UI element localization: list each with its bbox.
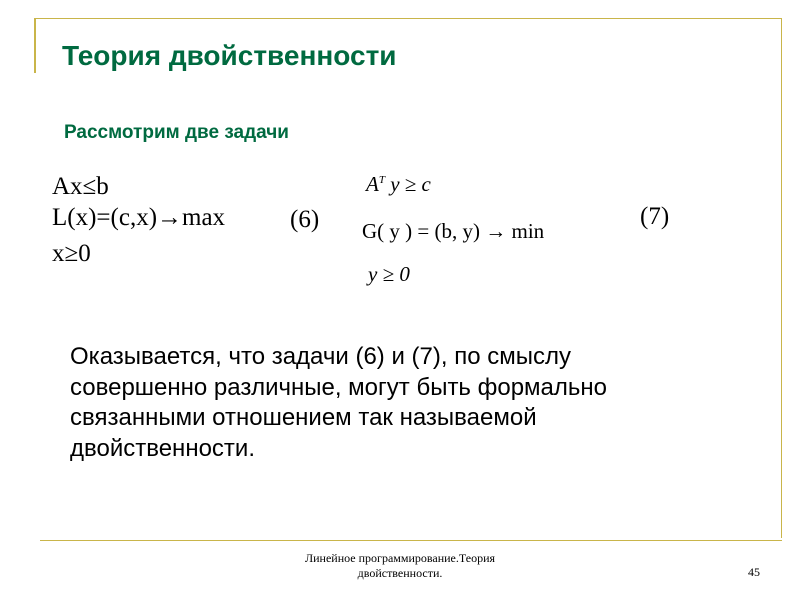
problem7-nonnegativity: y ≥ 0 [368,262,410,286]
paragraph-line: Оказывается, что задачи (6) и (7), по смыслу [70,343,571,370]
explanation-paragraph [70,342,720,464]
paragraph-line: двойственности. [70,434,255,462]
frame-bottom-line [40,540,782,541]
frame-right-line [781,18,782,538]
footer-line: Линейное программирование.Теория [304,551,496,565]
problem7-number: (7) [640,203,670,230]
problem6-number: (6) [290,206,320,233]
problem7-constraint [366,172,431,197]
problem7-transpose: T [378,174,385,186]
problem7-matrix: A [366,172,379,196]
problem7-inequality: y ≥ c [384,172,431,196]
slide-subtitle: Рассмотрим две задачи [64,122,289,143]
problem6-nonnegativity: x≥0 [52,240,91,267]
problem7-objective: G( y ) = (b, y) → min [362,219,545,243]
page-number: 45 [748,565,760,579]
paragraph-line: совершенно различные, могут быть формально [70,373,607,401]
frame-top-line [36,18,782,19]
problem6-constraint: Ax≤b [52,173,109,200]
footer-caption [230,551,570,581]
frame-left-line [34,18,36,73]
slide-title: Теория двойственности [62,40,397,71]
problem6-objective: L(x)=(c,x)→max [52,204,226,231]
footer-line: двойственности. [357,566,443,580]
paragraph-line: связанными отношением так называемой [70,404,537,431]
